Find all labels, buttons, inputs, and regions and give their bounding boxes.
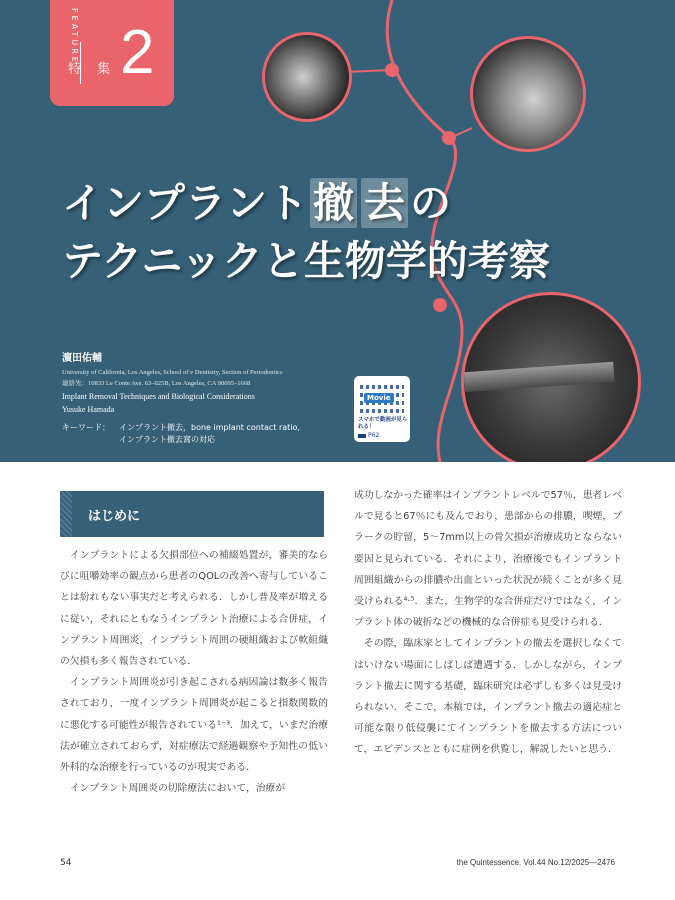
movie-badge: Movie — [364, 393, 394, 403]
title-highlight: 去 — [361, 178, 408, 228]
implant-shaft-image — [463, 362, 614, 392]
body-paragraph: インプラントによる欠損部位への補綴処置が，審美的ならびに咀嚼効率の観点から患者のQOLの改善へ寄与していることは紛れもない事実だと考えられる．しかし普及率が増えるに従い，それにともなうインプラント治療による合併症，インプラント周囲炎，インプラント周囲の硬組織および軟組織の欠損も多く報告されている． — [60, 550, 328, 668]
article-title-line-1 — [62, 178, 451, 228]
clinical-photo-3 — [461, 292, 641, 462]
arrow-right-icon — [358, 434, 366, 438]
curve-node — [433, 298, 447, 312]
feature-badge — [50, 0, 174, 106]
body-column-left — [60, 545, 328, 799]
title-highlight: 撤 — [310, 178, 357, 228]
journal-reference: the Quintessence. Vol.44 No.12/2025—2476 — [456, 858, 615, 867]
clinical-photo-2 — [470, 36, 586, 152]
curve-node — [385, 63, 399, 77]
movie-page-ref — [358, 432, 379, 439]
keywords-line: インプラント撤去窩の対応 — [119, 435, 215, 444]
author-name: 濵田佑輔 — [62, 353, 102, 364]
body-paragraph: インプラント周囲炎の切除療法において，治療が — [69, 783, 286, 795]
article-title-line-2: テクニックと生物学的考察 — [62, 237, 550, 285]
keywords — [62, 422, 300, 446]
feature-label-en: FEATURE — [70, 8, 79, 65]
body-paragraph: 成功しなかった確率はインプラントレベルで57％，患者レベルで見ると67％にも及んでおり，患部からの排膿，喫煙，プラークの貯留，5～7mm以上の骨欠損が治療成功とならない要因と見られている．それにより，治療後でもインプラント周囲組織からの排膿や出血といった状況が続くことが多く見受けられる⁴·⁵．また，生物学的な合併症だけではなく，インプラント体の破折などの機械的な合併症も見受けられる． — [354, 490, 622, 629]
section-stripe-decoration — [60, 491, 72, 537]
curve-node — [442, 131, 456, 145]
body-column-right — [354, 485, 622, 761]
body-paragraph: インプラント周囲炎が引き起こされる病因論は数多く報告されており，一度インプラント周囲炎が起こると指数関数的に悪化する可能性が報告されている¹⁻³．加えて，いまだ治療法が確立されておらず，対症療法で経過観察や予知性の低い外科的な治療を行っているのが現実である． — [60, 677, 328, 774]
title-text: インプラント — [62, 179, 308, 227]
clinical-photo-1 — [262, 32, 352, 122]
english-author-name: Yusuke Hamada — [62, 405, 115, 414]
english-title: Implant Removal Techniques and Biological Considerations — [62, 392, 255, 401]
title-text: の — [410, 179, 451, 227]
feature-number: 2 — [120, 18, 155, 87]
section-heading — [60, 491, 324, 537]
feature-label-ja: 特 集 — [68, 62, 117, 77]
movie-qr-card[interactable] — [354, 376, 410, 442]
keywords-line: インプラント撤去，bone implant contact ratio, — [119, 423, 300, 432]
movie-page-ref-text: P62 — [368, 432, 380, 439]
page-number: 54 — [60, 858, 72, 868]
section-heading-text: はじめに — [88, 509, 141, 524]
keywords-label: キーワード： — [62, 423, 110, 432]
author-contact: 連絡先：10833 Le Conte Ave. 63–025B, Los Angeles, CA 90095–1668 — [62, 380, 251, 387]
body-paragraph: その際，臨床家としてインプラントの撤去を選択しなくてはいけない場面にしばしば遭遇する．しかしながら，インプラント撤去に関する基礎，臨床研究は必ずしも多くは見受けられない．そこで，本稿では，インプラント撤去の適応症と可能な限り低侵襲にてインプラントを撤去する方法について，エビデンスとともに症例を供覧し，解説したいと思う． — [354, 638, 622, 756]
author-affiliation: University of California, Los Angeles, School of v Dentistry, Section of Periodontics — [62, 369, 283, 376]
movie-caption: スマホで動画が見られる！ — [358, 417, 408, 430]
